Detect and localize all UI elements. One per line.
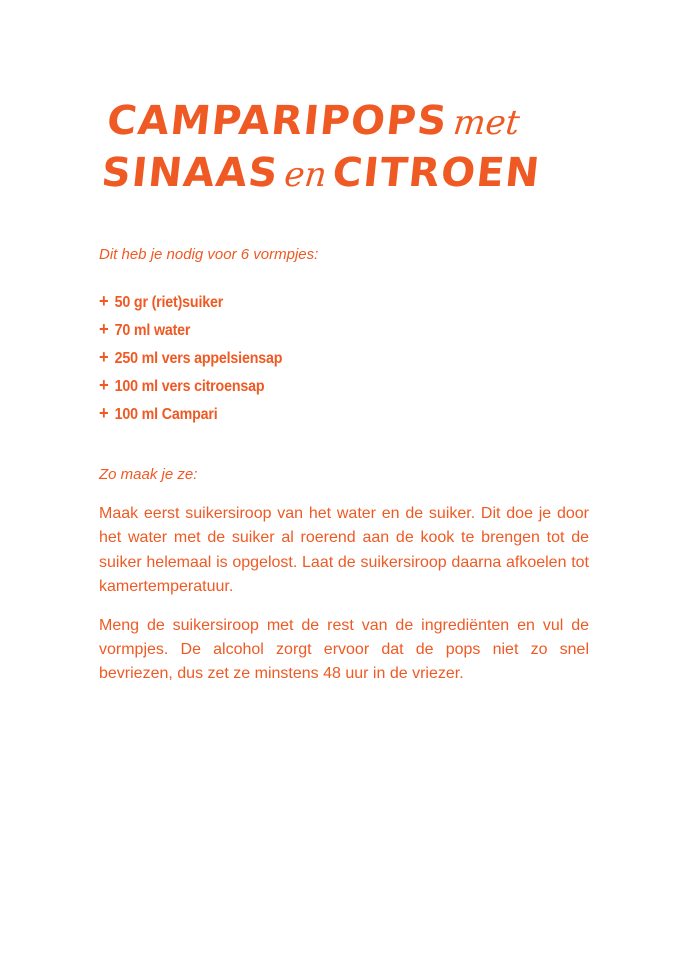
title-word-met: met (451, 103, 522, 143)
plus-icon: + (99, 375, 109, 395)
plus-icon: + (99, 403, 109, 423)
title-line-1 (104, 96, 599, 148)
ingredient-item (99, 288, 550, 316)
title-word-citroen: CITROEN (330, 150, 543, 196)
ingredient-item (99, 372, 550, 400)
plus-icon: + (99, 291, 109, 311)
ingredient-text: 100 ml Campari (114, 406, 218, 423)
ingredient-item (99, 316, 550, 344)
ingredient-text: 100 ml vers citroensap (114, 378, 265, 395)
ingredient-text: 70 ml water (114, 322, 191, 339)
ingredient-item (99, 344, 550, 372)
title-line-2 (99, 148, 594, 200)
ingredient-list (99, 288, 589, 428)
title-word-en: en (282, 155, 329, 195)
ingredient-text: 50 gr (riet)suiker (114, 294, 224, 311)
ingredient-item (99, 400, 550, 428)
recipe-title (99, 96, 600, 200)
plus-icon: + (99, 319, 109, 339)
instructions-heading: Zo maak je ze: (99, 466, 198, 483)
instruction-paragraph: Maak eerst suikersiroop van het water en de suiker. Dit doe je door het water met de suiker al roerend aan de kook te brengen tot de suiker helemaal is opgelost. Laat de suikersiroop daarna afkoelen tot kamertemperatuur. (99, 505, 589, 596)
ingredients-intro: Dit heb je nodig voor 6 vormpjes: (99, 246, 319, 263)
plus-icon: + (99, 347, 109, 367)
title-word-sinaas: SINAAS (99, 150, 282, 196)
title-word-camparipops: CAMPARIPOPS (104, 98, 451, 144)
ingredient-text: 250 ml vers appelsiensap (114, 350, 283, 367)
recipe-page (99, 96, 589, 687)
instruction-paragraph: Meng de suikersiroop met de rest van de ingrediënten en vul de vormpjes. De alcohol zorgt ervoor dat de pops niet zo snel bevriezen, dus zet ze minstens 48 uur in de vriezer. (99, 616, 589, 683)
